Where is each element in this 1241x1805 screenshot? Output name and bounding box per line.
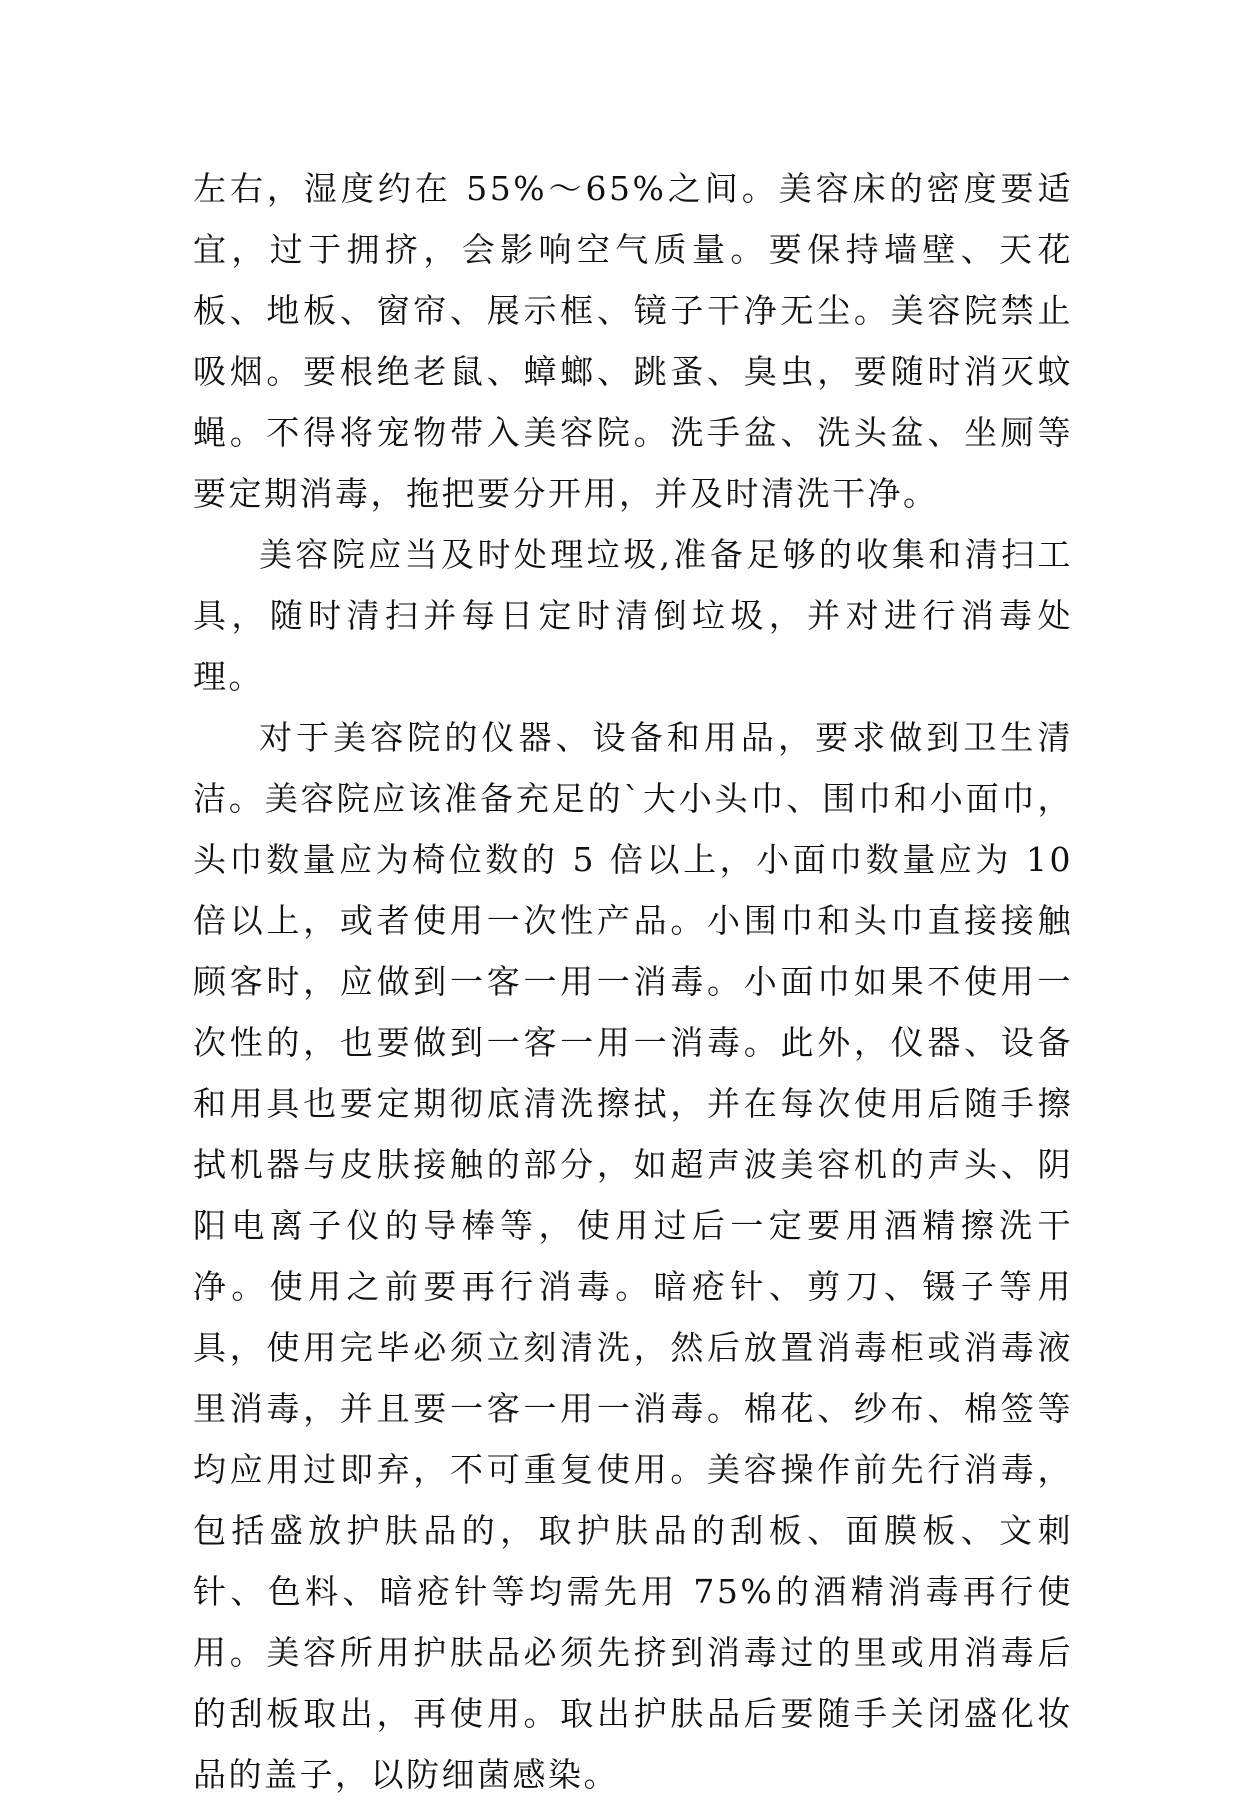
paragraph-waste-handling: 美容院应当及时处理垃圾,准备足够的收集和清扫工具，随时清扫并每日定时清倒垃圾，并对进行消毒处理。 <box>193 535 1073 696</box>
document-body <box>193 158 1073 1805</box>
paragraph-hygiene-environment: 左右，湿度约在 55%～65%之间。美容床的密度要适宜，过于拥挤，会影响空气质量。要保持墙壁、天花板、地板、窗帘、展示框、镜子干净无尘。美容院禁止吸烟。要根绝老鼠、蟑螂、跳蚤、臭虫，要随时消灭蚊蝇。不得将宠物带入美容院。洗手盆、洗头盆、坐厕等要定期消毒，拖把要分开用，并及时清洗干净。 <box>193 169 1073 513</box>
paragraph-equipment-sanitation: 对于美容院的仪器、设备和用品，要求做到卫生清洁。美容院应该准备充足的`大小头巾、围巾和小面巾，头巾数量应为椅位数的 5 倍以上，小面巾数量应为 10 倍以上，或者使用一次性产品。小围巾和头巾直接接触顾客时，应做到一客一用一消毒。小面巾如果不使用一次性的，也要做到一客一用一消毒。此外，仪器、设备和用具也要定期彻底清洗擦拭，并在每次使用后随手擦拭机器与皮肤接触的部分，如超声波美容机的声头、阴阳电离子仪的导棒等，使用过后一定要用酒精擦洗干净。使用之前要再行消毒。暗疮针、剪刀、镊子等用具，使用完毕必须立刻清洗，然后放置消毒柜或消毒液里消毒，并且要一客一用一消毒。棉花、纱布、棉签等均应用过即弃，不可重复使用。美容操作前先行消毒，包括盛放护肤品的，取护肤品的刮板、面膜板、文刺针、色料、暗疮针等均需先用 75%的酒精消毒再行使用。美容所用护肤品必须先挤到消毒过的里或用消毒后的刮板取出，再使用。取出护肤品后要随手关闭盛化妆品的盖子，以防细菌感染。 <box>193 718 1073 1794</box>
